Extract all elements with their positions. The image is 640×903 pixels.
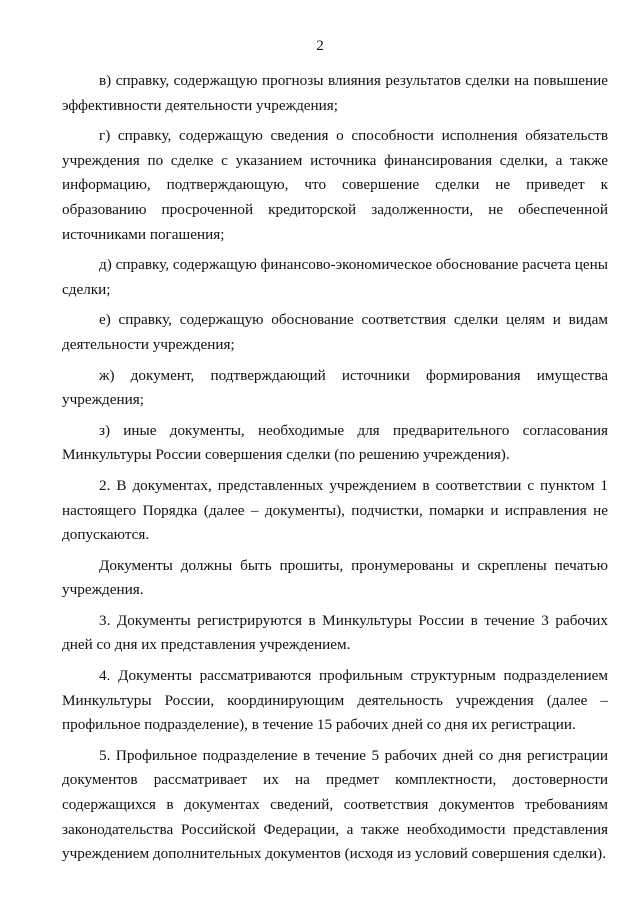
paragraph-binding-requirements: Документы должны быть прошиты, пронумерованы и скреплены печатью учреждения. xyxy=(62,556,608,599)
paragraph-item-2: 2. В документах, представленных учреждением в соответствии с пунктом 1 настоящего Порядка (далее – документы), подчистки, помарки и исправления не допускаются. xyxy=(62,476,608,544)
paragraph-z: з) иные документы, необходимые для предварительного согласования Минкультуры России совершения сделки (по решению учреждения). xyxy=(62,421,608,464)
paragraph-d: д) справку, содержащую финансово-экономическое обоснование расчета цены сделки; xyxy=(62,256,608,298)
paragraph-g: г) справку, содержащую сведения о способности исполнения обязательств учреждения по сделке с указанием источника финансирования сделки, а также информацию, подтверждающую, что совершение сделки не приведет к образованию просроченной кредиторской задолженности, не обеспеченной источниками погашения; xyxy=(62,127,608,243)
paragraph-zh: ж) документ, подтверждающий источники формирования имущества учреждения; xyxy=(62,366,608,409)
paragraph-item-3: 3. Документы регистрируются в Минкультуры России в течение 3 рабочих дней со дня их представления учреждением. xyxy=(62,611,608,654)
paragraph-item-5: 5. Профильное подразделение в течение 5 рабочих дней со дня регистрации документов рассматривает их на предмет комплектности, достоверности содержащихся в документах сведений, соответствия документов требованиям законодательства Российской Федерации, а также необходимости представления учреждением дополнительных документов (исходя из условий совершения сделки). xyxy=(62,746,608,863)
paragraph-item-4: 4. Документы рассматриваются профильным структурным подразделением Минкультуры России, координирующим деятельность учреждения (далее – профильное подразделение), в течение 15 рабочих дней со дня их регистрации. xyxy=(62,667,608,734)
page-number: 2 xyxy=(316,37,324,54)
paragraph-e: е) справку, содержащую обоснование соответствия сделки целям и видам деятельности учреждения; xyxy=(62,311,608,353)
document-body xyxy=(62,69,608,873)
paragraph-v: в) справку, содержащую прогнозы влияния результатов сделки на повышение эффективности деятельности учреждения; xyxy=(62,72,608,114)
